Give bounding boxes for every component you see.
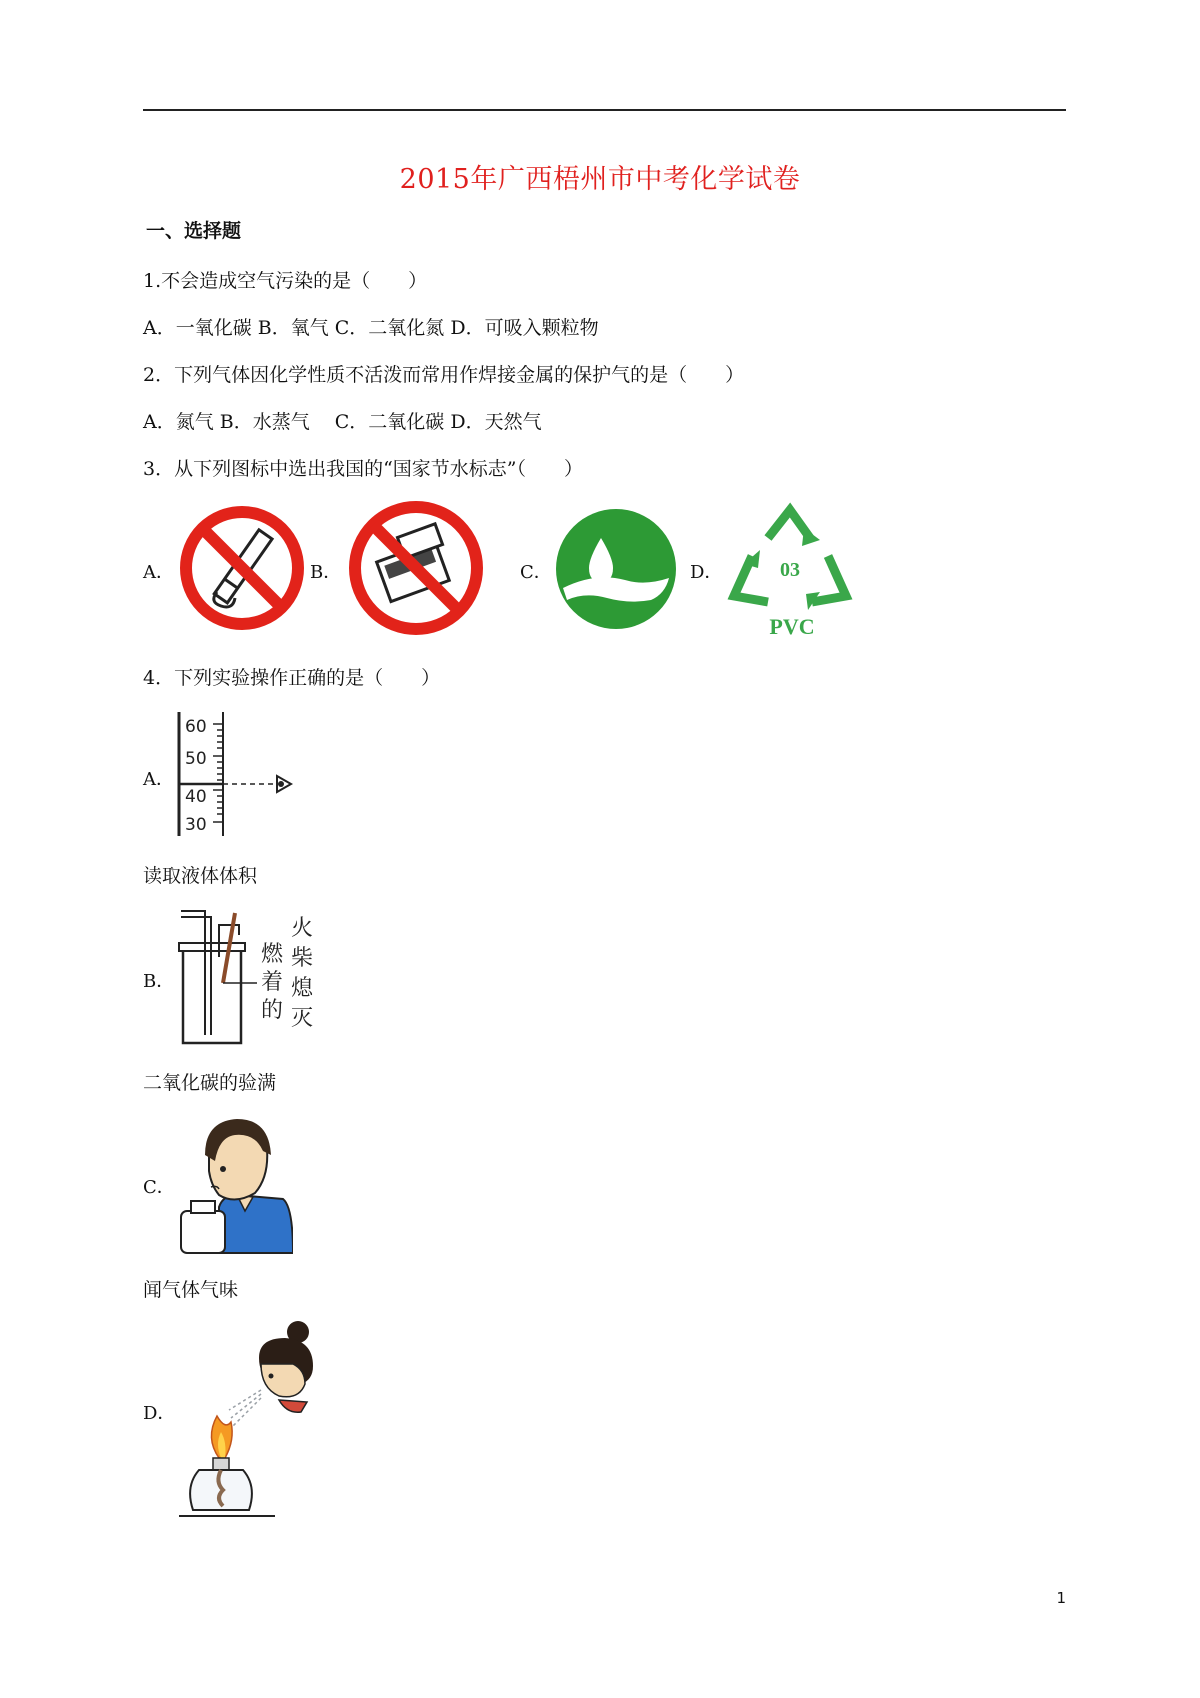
no-smoking-icon (175, 502, 309, 634)
q4-label-c: C． (143, 1177, 175, 1198)
match-note-left-1: 燃 (261, 942, 284, 967)
question-4-stem: 4．下列实验操作正确的是（ ） (143, 667, 441, 689)
q3-label-b: B． (310, 562, 342, 583)
tick-60: 60 (185, 717, 207, 737)
header-rule (143, 109, 1066, 111)
q3-label-a: A． (143, 562, 174, 583)
question-2-stem: 2．下列气体因化学性质不活泼而常用作焊接金属的保护气的是（ ） (143, 364, 745, 386)
q4-label-a: A． (143, 769, 174, 790)
recycle-name: PVC (769, 614, 815, 639)
q4-label-b: B． (143, 971, 175, 992)
question-2-options: A．氮气 B．水蒸气 C．二氧化碳 D．天然气 (143, 411, 542, 433)
tick-50: 50 (185, 749, 207, 769)
q4-caption-c: 闻气体气味 (143, 1279, 239, 1301)
smelling-bottle-diagram (175, 1115, 293, 1255)
water-saving-icon (555, 508, 677, 630)
match-note-right-1: 火 (291, 916, 314, 941)
q4-caption-b: 二氧化碳的验满 (143, 1072, 277, 1094)
page-number: 1 (1056, 1589, 1066, 1607)
match-note-left-3: 的 (261, 998, 284, 1023)
tick-30: 30 (185, 815, 207, 835)
alcohol-lamp-blowing-diagram (175, 1318, 325, 1520)
recycle-pvc-icon (724, 498, 856, 640)
gas-bottle-match-diagram (175, 905, 317, 1045)
question-1-options: A．一氧化碳 B．氧气 C．二氧化氮 D．可吸入颗粒物 (143, 317, 599, 339)
q4-label-d: D． (143, 1403, 176, 1424)
q3-label-d: D． (690, 562, 723, 583)
q4-caption-a: 读取液体体积 (143, 865, 258, 887)
question-1-stem: 1.不会造成空气污染的是（ ） (143, 270, 428, 292)
page-title: 2015年广西梧州市中考化学试卷 (399, 164, 801, 195)
match-note-left-2: 着 (261, 970, 284, 995)
q3-label-c: C． (520, 562, 552, 583)
recycle-code: 03 (780, 559, 800, 581)
no-fire-icon (345, 497, 488, 640)
section-heading: 一、选择题 (146, 220, 242, 242)
tick-40: 40 (185, 787, 207, 807)
question-3-stem: 3．从下列图标中选出我国的“国家节水标志”（ ） (143, 458, 584, 480)
match-note-right-3: 熄 (291, 976, 314, 1001)
match-note-right-2: 柴 (291, 946, 314, 971)
graduated-cylinder-diagram (175, 710, 299, 838)
match-note-right-4: 灭 (291, 1006, 314, 1031)
